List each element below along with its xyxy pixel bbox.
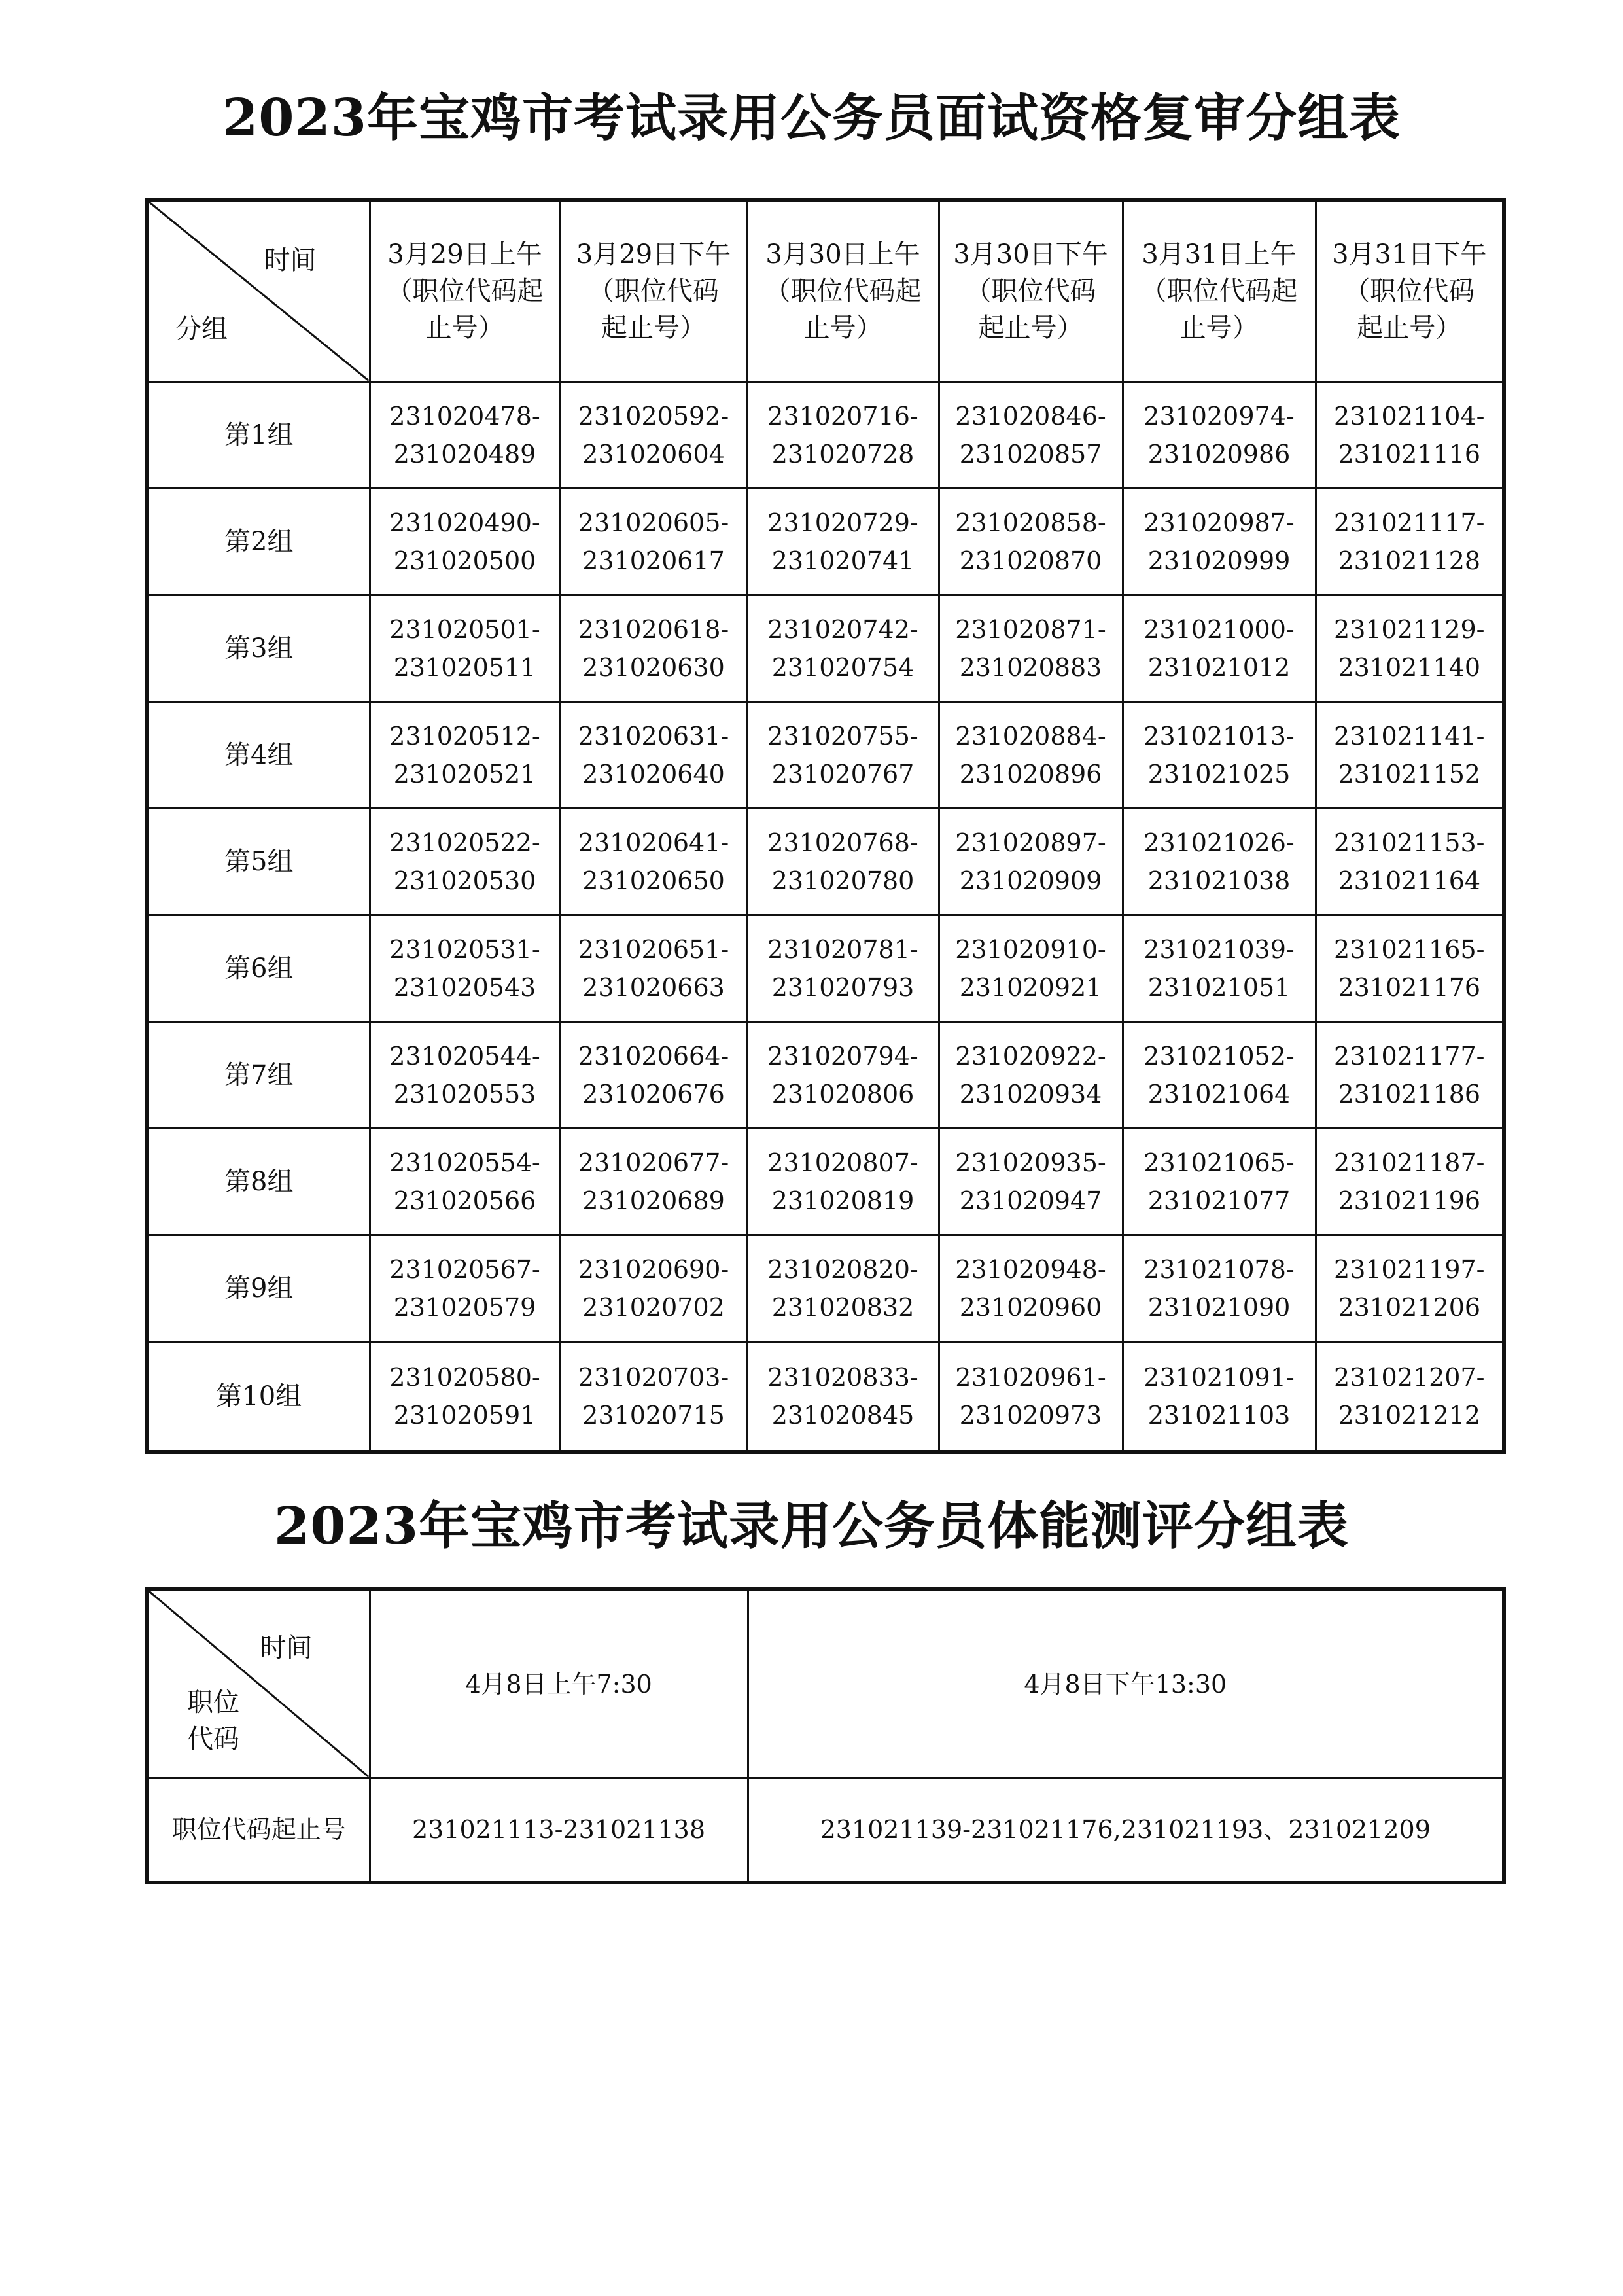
range-start: 231020922- (955, 1041, 1106, 1070)
code-range-cell (939, 808, 1123, 915)
fitness-afternoon-range: 231021139-231021176,231021193、231021209 (748, 1778, 1504, 1882)
range-start: 231020858- (955, 508, 1106, 537)
group-label: 第7组 (147, 1021, 370, 1128)
range-end: 231020489 (393, 439, 536, 468)
table-row (147, 1128, 1504, 1235)
header-text-line1: 3月30日上午 (765, 239, 920, 270)
code-range-cell (1123, 381, 1316, 488)
range-start: 231021197- (1334, 1254, 1485, 1284)
range-start: 231020512- (389, 721, 540, 751)
code-range-cell (939, 488, 1123, 595)
code-range-cell (560, 595, 747, 701)
range-end: 231020883 (959, 652, 1102, 682)
code-range-cell (370, 488, 560, 595)
fitness-header-row (147, 1589, 1504, 1778)
range-start: 231020580- (389, 1362, 540, 1392)
code-range-cell (939, 1341, 1123, 1452)
range-start: 231020729- (767, 508, 918, 537)
code-range-cell (560, 381, 747, 488)
group-label: 第2组 (147, 488, 370, 595)
range-start: 231020716- (767, 401, 918, 431)
code-range-cell (939, 1128, 1123, 1235)
code-range-cell (747, 701, 939, 808)
range-end: 231020715 (582, 1400, 725, 1430)
group-label: 第10组 (147, 1341, 370, 1452)
header-text-line2: （职位代码起 (1140, 276, 1298, 307)
range-end: 231021077 (1147, 1186, 1291, 1215)
code-range-cell (1123, 595, 1316, 701)
code-range-cell (370, 808, 560, 915)
range-end: 231021164 (1338, 866, 1481, 895)
range-end: 231020896 (959, 759, 1102, 788)
range-start: 231020910- (955, 934, 1106, 964)
range-end: 231021212 (1338, 1400, 1481, 1430)
group-label: 第8组 (147, 1128, 370, 1235)
header-text-line1: 3月29日上午 (387, 239, 542, 270)
group-label: 第5组 (147, 808, 370, 915)
range-end: 231020754 (771, 652, 915, 682)
code-range-cell (560, 1021, 747, 1128)
range-end: 231020663 (582, 972, 725, 1002)
fitness-table-title: 2023年宝鸡市考试录用公务员体能测评分组表 (273, 1496, 1350, 1556)
range-end: 231021128 (1338, 546, 1481, 575)
range-start: 231021026- (1143, 828, 1295, 857)
range-start: 231021104- (1334, 401, 1485, 431)
range-end: 231021064 (1147, 1079, 1291, 1108)
range-start: 231020544- (389, 1041, 540, 1070)
time-slot-header-2 (560, 200, 747, 381)
code-range-cell (1316, 1128, 1504, 1235)
fitness-session-afternoon: 4月8日下午13:30 (748, 1589, 1504, 1778)
code-range-cell (1123, 915, 1316, 1021)
code-range-cell (939, 381, 1123, 488)
code-range-cell (1123, 808, 1316, 915)
range-end: 231020511 (393, 652, 536, 682)
range-end: 231020500 (393, 546, 536, 575)
range-start: 231021129- (1334, 614, 1485, 644)
code-range-cell (370, 381, 560, 488)
range-end: 231020617 (582, 546, 725, 575)
range-start: 231021141- (1334, 721, 1485, 751)
code-range-cell (939, 915, 1123, 1021)
header-text-line2: （职位代码 (588, 276, 719, 307)
header-text-line2: （职位代码 (965, 276, 1096, 307)
code-range-cell (747, 808, 939, 915)
table-row (147, 701, 1504, 808)
header-row (147, 200, 1504, 381)
range-end: 231020604 (582, 439, 725, 468)
range-end: 231020591 (393, 1400, 536, 1430)
code-range-cell (1316, 381, 1504, 488)
header-text-line2: （职位代码起 (764, 276, 922, 307)
range-start: 231021165- (1334, 934, 1485, 964)
code-range-cell (939, 1021, 1123, 1128)
range-end: 231020921 (959, 972, 1102, 1002)
range-end: 231020689 (582, 1186, 725, 1215)
range-end: 231020650 (582, 866, 725, 895)
range-end: 231020793 (771, 972, 915, 1002)
code-range-cell (747, 915, 939, 1021)
range-start: 231020592- (578, 401, 729, 431)
range-start: 231020690- (578, 1254, 729, 1284)
range-end: 231021051 (1147, 972, 1291, 1002)
code-range-cell (370, 1021, 560, 1128)
range-start: 231020948- (955, 1254, 1106, 1284)
code-range-cell (560, 808, 747, 915)
fitness-row-label: 职位代码起止号 (147, 1778, 370, 1882)
code-range-cell (560, 915, 747, 1021)
header-text-line3: 止号） (425, 313, 504, 344)
header-text-line1: 3月29日下午 (576, 239, 731, 270)
range-start: 231020871- (955, 614, 1106, 644)
range-start: 231020742- (767, 614, 918, 644)
range-end: 231020530 (393, 866, 536, 895)
code-range-cell (1316, 1021, 1504, 1128)
table-row (147, 595, 1504, 701)
range-end: 231020780 (771, 866, 915, 895)
range-end: 231020870 (959, 546, 1102, 575)
code-range-cell (939, 701, 1123, 808)
code-range-cell (747, 1235, 939, 1341)
range-end: 231020579 (393, 1292, 536, 1322)
time-slot-header-1 (370, 200, 560, 381)
time-slot-header-3 (747, 200, 939, 381)
range-start: 231021078- (1143, 1254, 1295, 1284)
range-start: 231020664- (578, 1041, 729, 1070)
code-range-cell (1316, 595, 1504, 701)
range-start: 231021052- (1143, 1041, 1295, 1070)
fitness-session-morning: 4月8日上午7:30 (370, 1589, 748, 1778)
fitness-grouping-table (145, 1587, 1506, 1884)
code-range-cell (560, 701, 747, 808)
range-start: 231020846- (955, 401, 1106, 431)
range-end: 231020640 (582, 759, 725, 788)
time-slot-header-5 (1123, 200, 1316, 381)
header-text-line1: 3月31日下午 (1332, 239, 1487, 270)
range-start: 231021207- (1334, 1362, 1485, 1392)
range-start: 231020935- (955, 1148, 1106, 1177)
range-start: 231020478- (389, 401, 540, 431)
range-end: 231021025 (1147, 759, 1291, 788)
time-slot-header-4 (939, 200, 1123, 381)
range-start: 231020677- (578, 1148, 729, 1177)
range-start: 231020531- (389, 934, 540, 964)
code-range-cell (370, 1341, 560, 1452)
range-start: 231021187- (1334, 1148, 1485, 1177)
code-range-cell (1123, 701, 1316, 808)
range-start: 231020605- (578, 508, 729, 537)
range-end: 231021012 (1147, 652, 1291, 682)
range-end: 231021103 (1147, 1400, 1291, 1430)
table-row (147, 808, 1504, 915)
range-start: 231021153- (1334, 828, 1485, 857)
range-end: 231020702 (582, 1292, 725, 1322)
range-end: 231020832 (771, 1292, 915, 1322)
range-end: 231020566 (393, 1186, 536, 1215)
range-end: 231020819 (771, 1186, 915, 1215)
code-range-cell (370, 1128, 560, 1235)
range-start: 231020974- (1143, 401, 1295, 431)
range-start: 231020884- (955, 721, 1106, 751)
table-row (147, 915, 1504, 1021)
time-slot-header-6 (1316, 200, 1504, 381)
header-text-line1: 3月31日上午 (1142, 239, 1297, 270)
range-end: 231020728 (771, 439, 915, 468)
range-start: 231020641- (578, 828, 729, 857)
header-text-line1: 3月30日下午 (953, 239, 1108, 270)
diagonal-line (149, 202, 369, 381)
code-range-cell (1316, 1235, 1504, 1341)
range-end: 231021140 (1338, 652, 1481, 682)
code-range-cell (1316, 488, 1504, 595)
range-start: 231021065- (1143, 1148, 1295, 1177)
range-end: 231021152 (1338, 759, 1481, 788)
group-label: 第4组 (147, 701, 370, 808)
fitness-corner-position-label (187, 1684, 239, 1757)
range-start: 231020651- (578, 934, 729, 964)
range-end: 231021196 (1338, 1186, 1481, 1215)
range-end: 231021206 (1338, 1292, 1481, 1322)
code-range-cell (1123, 1128, 1316, 1235)
position-label-line2: 代码 (187, 1723, 239, 1754)
table-row (147, 1021, 1504, 1128)
code-range-cell (939, 1235, 1123, 1341)
range-end: 231020521 (393, 759, 536, 788)
table-row (147, 488, 1504, 595)
range-start: 231020522- (389, 828, 540, 857)
range-start: 231020794- (767, 1041, 918, 1070)
code-range-cell (560, 1235, 747, 1341)
code-range-cell (1123, 488, 1316, 595)
code-range-cell (747, 1128, 939, 1235)
range-end: 231020909 (959, 866, 1102, 895)
range-start: 231020631- (578, 721, 729, 751)
range-end: 231020947 (959, 1186, 1102, 1215)
code-range-cell (747, 1021, 939, 1128)
range-end: 231020767 (771, 759, 915, 788)
range-start: 231021013- (1143, 721, 1295, 751)
group-label: 第3组 (147, 595, 370, 701)
corner-header-cell (147, 200, 370, 381)
range-start: 231021091- (1143, 1362, 1295, 1392)
range-end: 231020553 (393, 1079, 536, 1108)
code-range-cell (1316, 1341, 1504, 1452)
code-range-cell (1316, 701, 1504, 808)
range-end: 231020960 (959, 1292, 1102, 1322)
range-end: 231020676 (582, 1079, 725, 1108)
code-range-cell (1316, 915, 1504, 1021)
range-start: 231021117- (1334, 508, 1485, 537)
fitness-data-row (147, 1778, 1504, 1882)
range-start: 231020703- (578, 1362, 729, 1392)
range-start: 231020490- (389, 508, 540, 537)
code-range-cell (747, 488, 939, 595)
range-end: 231020806 (771, 1079, 915, 1108)
range-start: 231020755- (767, 721, 918, 751)
range-end: 231020973 (959, 1400, 1102, 1430)
code-range-cell (560, 1128, 747, 1235)
range-start: 231020897- (955, 828, 1106, 857)
range-start: 231020820- (767, 1254, 918, 1284)
table-row (147, 381, 1504, 488)
group-label: 第6组 (147, 915, 370, 1021)
range-end: 231021176 (1338, 972, 1481, 1002)
header-text-line3: 止号） (1179, 313, 1259, 344)
code-range-cell (370, 595, 560, 701)
range-end: 231020845 (771, 1400, 915, 1430)
fitness-morning-range: 231021113-231021138 (370, 1778, 748, 1882)
code-range-cell (747, 381, 939, 488)
range-end: 231021038 (1147, 866, 1291, 895)
range-start: 231021177- (1334, 1041, 1485, 1070)
group-label: 第1组 (147, 381, 370, 488)
fitness-corner-header-cell (147, 1589, 370, 1778)
header-text-line2: （职位代码起 (386, 276, 544, 307)
header-text-line3: 起止号） (601, 313, 706, 344)
code-range-cell (1123, 1021, 1316, 1128)
code-range-cell (939, 595, 1123, 701)
diagonal-line (149, 1591, 369, 1777)
code-range-cell (747, 595, 939, 701)
range-start: 231020833- (767, 1362, 918, 1392)
interview-grouping-table (145, 198, 1506, 1454)
range-start: 231020554- (389, 1148, 540, 1177)
table-row (147, 1235, 1504, 1341)
header-text-line3: 止号） (803, 313, 882, 344)
header-text-line3: 起止号） (978, 313, 1083, 344)
range-end: 231020934 (959, 1079, 1102, 1108)
header-text-line2: （职位代码 (1344, 276, 1475, 307)
range-end: 231021116 (1338, 439, 1481, 468)
interview-table-title: 2023年宝鸡市考试录用公务员面试资格复审分组表 (222, 88, 1401, 148)
group-label: 第9组 (147, 1235, 370, 1341)
code-range-cell (747, 1341, 939, 1452)
range-end: 231020999 (1147, 546, 1291, 575)
code-range-cell (1316, 808, 1504, 915)
code-range-cell (560, 1341, 747, 1452)
range-start: 231020567- (389, 1254, 540, 1284)
range-start: 231020781- (767, 934, 918, 964)
code-range-cell (560, 488, 747, 595)
range-start: 231021039- (1143, 934, 1295, 964)
range-end: 231021090 (1147, 1292, 1291, 1322)
position-label-line1: 职位 (187, 1687, 239, 1718)
range-end: 231020630 (582, 652, 725, 682)
code-range-cell (370, 1235, 560, 1341)
range-start: 231020501- (389, 614, 540, 644)
range-end: 231020986 (1147, 439, 1291, 468)
range-start: 231020961- (955, 1362, 1106, 1392)
code-range-cell (370, 915, 560, 1021)
range-end: 231020543 (393, 972, 536, 1002)
code-range-cell (1123, 1235, 1316, 1341)
fitness-corner-time-label: 时间 (260, 1633, 313, 1663)
header-text-line3: 起止号） (1357, 313, 1462, 344)
range-start: 231020618- (578, 614, 729, 644)
range-start: 231020768- (767, 828, 918, 857)
code-range-cell (1123, 1341, 1316, 1452)
range-start: 231020807- (767, 1148, 918, 1177)
range-end: 231020857 (959, 439, 1102, 468)
code-range-cell (370, 701, 560, 808)
range-end: 231021186 (1338, 1079, 1481, 1108)
range-start: 231020987- (1143, 508, 1295, 537)
range-start: 231021000- (1143, 614, 1295, 644)
corner-group-label: 分组 (175, 313, 228, 344)
corner-time-label: 时间 (264, 245, 317, 275)
range-end: 231020741 (771, 546, 915, 575)
table-row (147, 1341, 1504, 1452)
